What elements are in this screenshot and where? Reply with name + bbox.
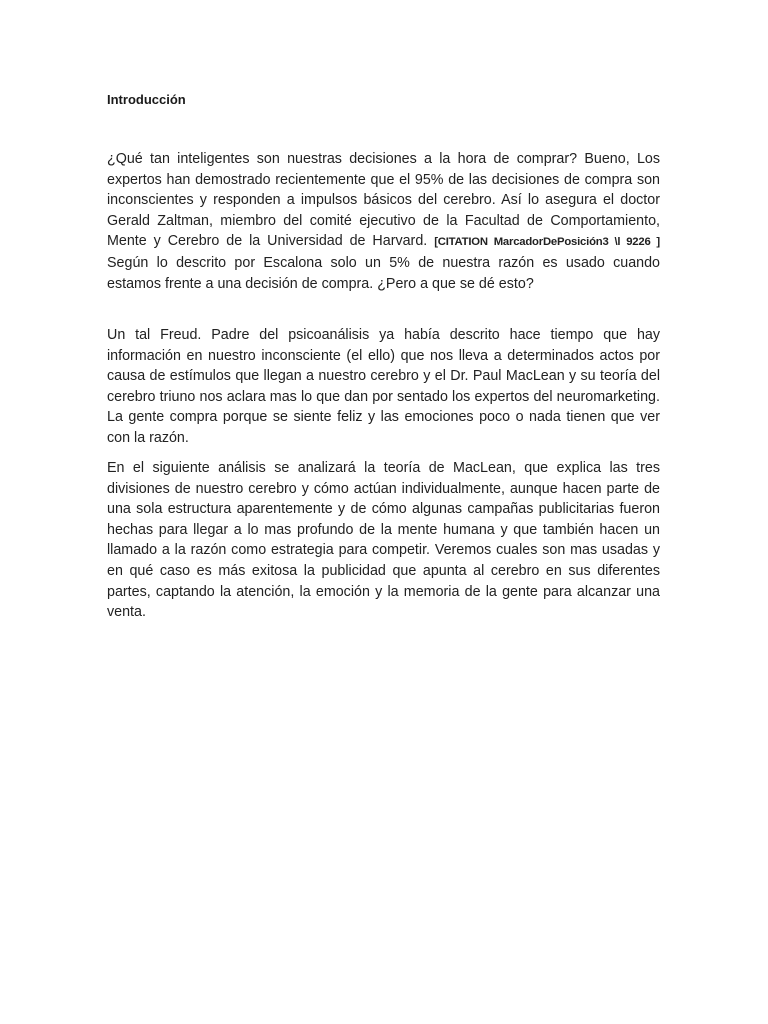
section-heading: Introducción bbox=[107, 92, 186, 107]
paragraph-intro-continuation: Según lo descrito por Escalona solo un 5% de nuestra razón es usado cuando estamos frente a una decisión de compra. ¿Pero a que se dé esto? bbox=[107, 254, 660, 292]
paragraph-intro-text: ¿Qué tan inteligentes son nuestras decisiones a la hora de comprar? Bueno, Los expertos han demostrado recientemente que el 95% de las decisiones de compra son inconscientes y responden a impulsos básicos del cerebro. Así lo asegura el doctor Gerald Zaltman, miembro del comité ejecutivo de la Facultad de Comportamiento, Mente y Cerebro de la Universidad de Harvard. bbox=[107, 151, 660, 250]
paragraph-analysis: En el siguiente análisis se analizará la teoría de MacLean, que explica las tres divisiones de nuestro cerebro y cómo actúan individualmente, aunque hacen parte de una sola estructura aparentemente y de cómo algunas campañas publicitarias fueron hechas para llegar a lo mas profundo de la mente humana y que también hacen un llamado a la razón como estrategia para competir. Veremos cuales son mas usadas y en qué caso es más exitosa la publicidad que apunta al cerebro en sus diferentes partes, captando la atención, la emoción y la memoria de la gente para alcanzar una venta. bbox=[107, 460, 660, 621]
paragraph-freud: Un tal Freud. Padre del psicoanálisis ya había descrito hace tiempo que hay información en nuestro inconsciente (el ello) que nos lleva a determinados actos por causa de estímulos que llegan a nuestro cerebro y el Dr. Paul MacLean y su teoría del cerebro triuno nos aclara mas lo que dan por sentado los expertos del neuromarketing. La gente compra porque se siente feliz y las emociones poco o nada tienen que ver con la razón. bbox=[107, 327, 660, 446]
paragraph-intro bbox=[107, 149, 660, 294]
citation-field: [CITATION MarcadorDePosición3 \l 9226 ] bbox=[434, 236, 660, 249]
